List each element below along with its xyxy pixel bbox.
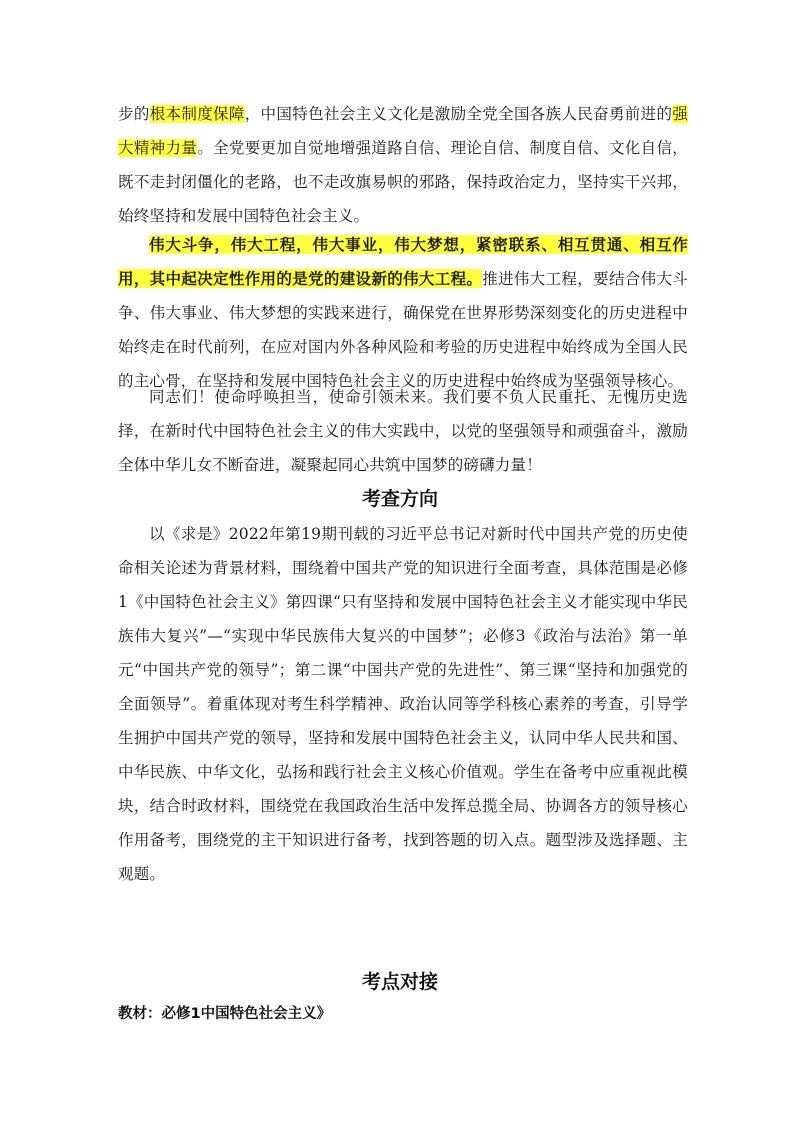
great-projects-text: 推进伟大工程，要结合伟大斗争、伟大事业、伟大梦想的实践来进行，确保党在世界形势深刻变化的历史进程中始终走在时代前列，在应对国内外各种风险和考验的历史进程中始终成为全国人民的主心骨，在坚持和发展中国特色社会主义的历史进程中始终成为坚强领导核心。	[118, 270, 688, 390]
highlight-spiritual-force: 强大精神力量	[118, 105, 689, 157]
direction-paragraph: 以《求是》2022年第19期刊载的习近平总书记对新时代中国共产党的历史使命相关论述为背景材料，围绕着中国共产党的知识进行全面考查，具体范围是必修1《中国特色社会主义》第四课“只有坚持和发展中国特色社会主义才能实现中华民族伟大复兴”—“实现中华民族伟大复兴的中国梦”；必修3《政治与法治》第一单元“中国共产党的领导”；第二课“中国共产党的先进性”、第三课“坚持和加强党的全面领导”。着重体现对考生科学精神、政治认同等学科核心素养的考查，引导学生拥护中国共产党的领导，坚持和发展中国特色社会主义，认同中华人民共和国、中华民族、中华文化，弘扬和践行社会主义核心价值观。学生在备考中应重视此模块，结合时政材料，围绕党在我国政治生活中发挥总揽全局、协调各方的领导核心作用备考，围绕党的主干知识进行备考，找到答题的切入点。题型涉及选择题、主观题。	[118, 525, 688, 883]
closing-paragraph: 同志们！使命呼唤担当，使命引领未来。我们要不负人民重托、无愧历史选择，在新时代中国特色社会主义的伟大实践中，以党的坚强领导和顽强奋斗，激励全体中华儿女不断奋进，凝聚起同心共筑中国梦的磅礴力量！	[118, 388, 688, 474]
section-title-points: 考点对接	[361, 971, 438, 993]
intro-text-2: ，中国特色社会主义文化是激励全党全国各族人民奋勇前进的	[244, 105, 673, 123]
intro-text-3: 。全党要更加自觉地增强道路自信、理论自信、制度自信、文化自信，既不走封闭僵化的老路，也不走改旗易帜的邪路，保持政治定力，坚持实干兴邦，始终坚持和发展中国特色社会主义。	[118, 139, 688, 225]
section-title-direction: 考查方向	[361, 488, 438, 510]
intro-paragraph	[118, 97, 688, 233]
highlight-great-projects: 伟大斗争，伟大工程，伟大事业，伟大梦想，紧密联系、相互贯通、相互作用，其中起决定性作用的是党的建设新的伟大工程。	[118, 235, 688, 288]
highlight-root-system: 根本制度保障	[149, 105, 245, 123]
intro-text-1: 步的	[118, 105, 150, 123]
textbook-label: 教材：必修1中国特色社会主义》	[118, 1006, 332, 1022]
great-projects-paragraph	[118, 228, 688, 398]
